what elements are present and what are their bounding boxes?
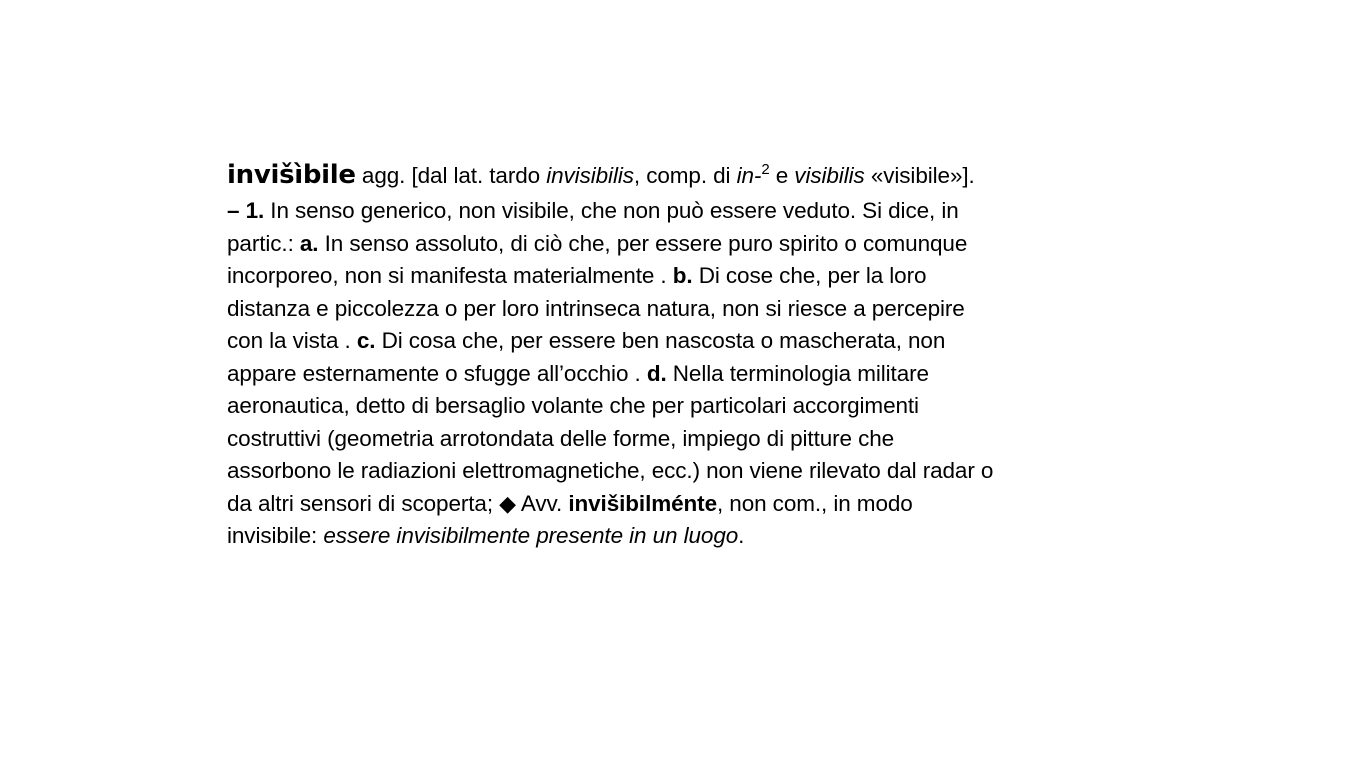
- entry-line-1: [227, 155, 1147, 195]
- subsense-label-a: a.: [299, 230, 319, 256]
- entry-line-10: [227, 455, 1147, 488]
- definition-text: costruttivi (geometria arrotondata delle forme, impiego di pitture che: [227, 425, 895, 451]
- adverb-label: Avv.: [520, 490, 563, 516]
- entry-line-11: [227, 488, 1147, 521]
- etymology-open: [dal lat. tardo: [411, 163, 541, 188]
- sense-number: – 1.: [227, 198, 265, 223]
- subsense-label-c: c.: [356, 328, 376, 353]
- definition-text: Di cose che, per la loro: [698, 263, 927, 288]
- definition-text: da altri sensori di scoperta;: [227, 490, 493, 516]
- etymology-prefix: in-: [736, 163, 762, 188]
- entry-line-12: [227, 520, 1147, 553]
- part-of-speech: agg.: [361, 163, 406, 188]
- definition-text: Di cosa che, per essere ben nascosta o mascherata, non: [381, 328, 946, 353]
- definition-text: In senso generico, non visibile, che non può essere veduto. Si dice, in: [270, 198, 959, 223]
- headword: invišìbile: [227, 160, 356, 190]
- definition-text: invisibile:: [227, 523, 318, 548]
- definition-text: assorbono le radiazioni elettromagnetiche, ecc.) non viene rilevato dal radar o: [227, 458, 994, 483]
- subsense-label-b: b.: [672, 263, 693, 288]
- definition-text: In senso assoluto, di ciò che, per essere puro spirito o comunque: [324, 230, 968, 256]
- definition-text: partic.:: [227, 230, 294, 256]
- definition-text: aeronautica, detto di bersaglio volante che per particolari accorgimenti: [227, 393, 919, 418]
- definition-text: distanza e piccolezza o per loro intrinseca natura, non si riesce a percepire: [227, 295, 965, 321]
- entry-line-5: [227, 293, 1147, 326]
- entry-line-2: [227, 195, 1147, 228]
- etymology-superscript: 2: [761, 161, 770, 178]
- etymology-comp: , comp. di: [633, 163, 731, 188]
- entry-line-6: [227, 325, 1147, 358]
- entry-line-3: [227, 228, 1147, 261]
- definition-text: .: [738, 523, 745, 548]
- adverb-headword: invišibilménte: [568, 490, 717, 516]
- etymology-close: «visibile»].: [870, 163, 975, 188]
- definition-text: , non com., in modo: [716, 490, 913, 516]
- usage-example: essere invisibilmente presente in un luogo: [323, 523, 739, 548]
- etymology-visibilis: visibilis: [794, 163, 865, 188]
- diamond-icon: ◆: [499, 490, 516, 516]
- definition-text: con la vista .: [227, 328, 351, 353]
- etymology-latin: invisibilis: [546, 163, 634, 188]
- definition-text: appare esternamente o sfugge all’occhio .: [227, 360, 641, 386]
- dictionary-entry: [227, 155, 1147, 553]
- etymology-conjunction: e: [775, 163, 789, 188]
- subsense-label-d: d.: [646, 360, 667, 386]
- entry-line-4: [227, 260, 1147, 293]
- entry-line-8: [227, 390, 1147, 423]
- entry-line-9: [227, 423, 1147, 456]
- entry-line-7: [227, 358, 1147, 391]
- definition-text: Nella terminologia militare: [672, 360, 929, 386]
- definition-text: incorporeo, non si manifesta materialmente .: [227, 263, 667, 288]
